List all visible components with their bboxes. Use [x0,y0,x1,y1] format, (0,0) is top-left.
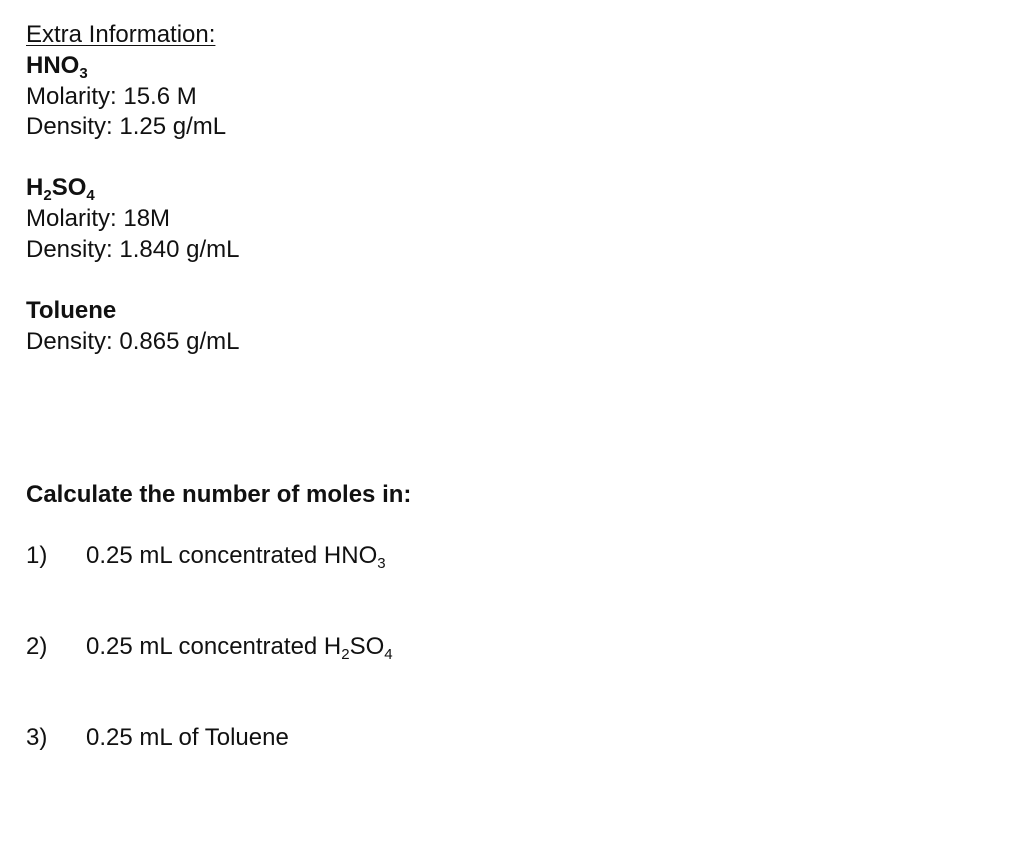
question-number: 1) [26,542,48,569]
document-page [26,0,986,864]
question-2: 2) 0.25 mL concentrated $H_2SO_4$ [26,633,393,663]
compound-h2so4-molarity: Molarity: 18M [26,205,171,232]
question-3 [26,723,289,753]
question-text: 0.25 mL concentrated HNO [86,542,378,569]
question-number: 2) [26,633,48,660]
compound-hno3-density: Density: 1.25 g/mL [26,113,227,140]
compound-toluene-name: Toluene [26,297,117,324]
compound-toluene-density: Density: 0.865 g/mL [26,328,240,355]
question-1: 1) 0.25 mL concentrated $HNO_3$ [26,542,386,572]
task-prompt: Calculate the number of moles in: [26,481,412,508]
question-text: 0.25 mL of Toluene [86,724,289,751]
question-number: 3) [26,724,48,751]
compound-hno3-molarity: Molarity: 15.6 M [26,83,197,110]
question-text: 0.25 mL concentrated H [86,633,342,660]
extra-info-heading: Extra Information: [26,21,216,48]
compound-h2so4-density: Density: 1.840 g/mL [26,236,240,263]
compound-h2so4-name: $H_2SO_4$ [26,174,95,204]
compound-hno3-name: $HNO_3$ [26,52,88,82]
